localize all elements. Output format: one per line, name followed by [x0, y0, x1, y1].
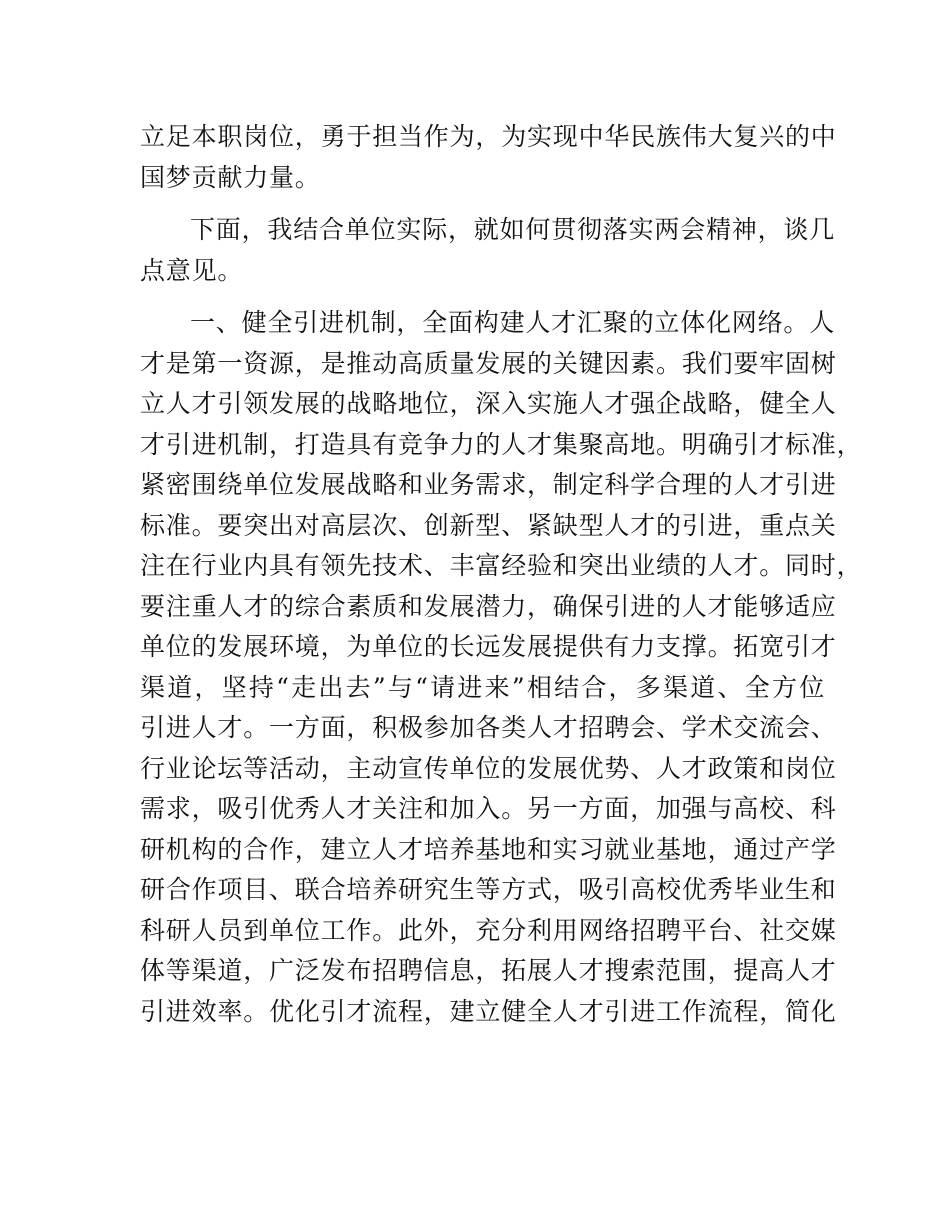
- text-line: 立足本职岗位，勇于担当作为，为实现中华民族伟大复兴的中: [140, 122, 837, 151]
- text-line: 科研人员到单位工作。此外，充分利用网络招聘平台、社交媒: [140, 915, 837, 945]
- document-body: [140, 117, 863, 1032]
- paragraph-1: [140, 117, 837, 198]
- text-line: 引进人才。一方面，积极参加各类人才招聘会、学术交流会、: [140, 713, 837, 742]
- text-line: 行业论坛等活动，主动宣传单位的发展优势、人才政策和岗位: [140, 753, 837, 783]
- text-line: 研机构的合作，建立人才培养基地和实习就业基地，通过产学: [140, 834, 837, 864]
- text-line: 立人才引领发展的战略地位，深入实施人才强企战略，健全人: [140, 389, 837, 418]
- text-line: 标准。要突出对高层次、创新型、紧缺型人才的引进，重点关: [140, 510, 837, 540]
- text-line: 注在行业内具有领先技术、丰富经验和突出业绩的人才。同时，: [140, 551, 863, 580]
- text-line: 下面，我结合单位实际，就如何贯彻落实两会精神，谈几: [190, 215, 836, 244]
- text-line: 单位的发展环境，为单位的长远发展提供有力支撑。拓宽引才: [140, 632, 837, 661]
- text-line: 渠道，坚持“走出去”与“请进来”相结合，多渠道、全方位: [140, 672, 825, 702]
- text-line: 研合作项目、联合培养研究生等方式，吸引高校优秀毕业生和: [140, 875, 837, 904]
- text-line: 才引进机制，打造具有竞争力的人才集聚高地。明确引才标准，: [140, 429, 863, 459]
- paragraph-2: [140, 210, 836, 291]
- paragraph-3: [140, 303, 863, 1032]
- text-line: 要注重人才的综合素质和发展潜力，确保引进的人才能够适应: [140, 591, 837, 621]
- text-line: 需求，吸引优秀人才关注和加入。另一方面，加强与高校、科: [140, 794, 837, 823]
- text-line: 紧密围绕单位发展战略和业务需求，制定科学合理的人才引进: [140, 470, 837, 499]
- text-line: 才是第一资源，是推动高质量发展的关键因素。我们要牢固树: [140, 348, 837, 378]
- text-line: 引进效率。优化引才流程，建立健全人才引进工作流程，简化: [140, 996, 837, 1026]
- text-line: 点意见。: [140, 255, 244, 285]
- text-line: 一、健全引进机制，全面构建人才汇聚的立体化网络。人: [190, 308, 836, 337]
- text-line: 体等渠道，广泛发布招聘信息，拓展人才搜索范围，提高人才: [140, 956, 837, 985]
- text-line: 国梦贡献力量。: [140, 162, 321, 192]
